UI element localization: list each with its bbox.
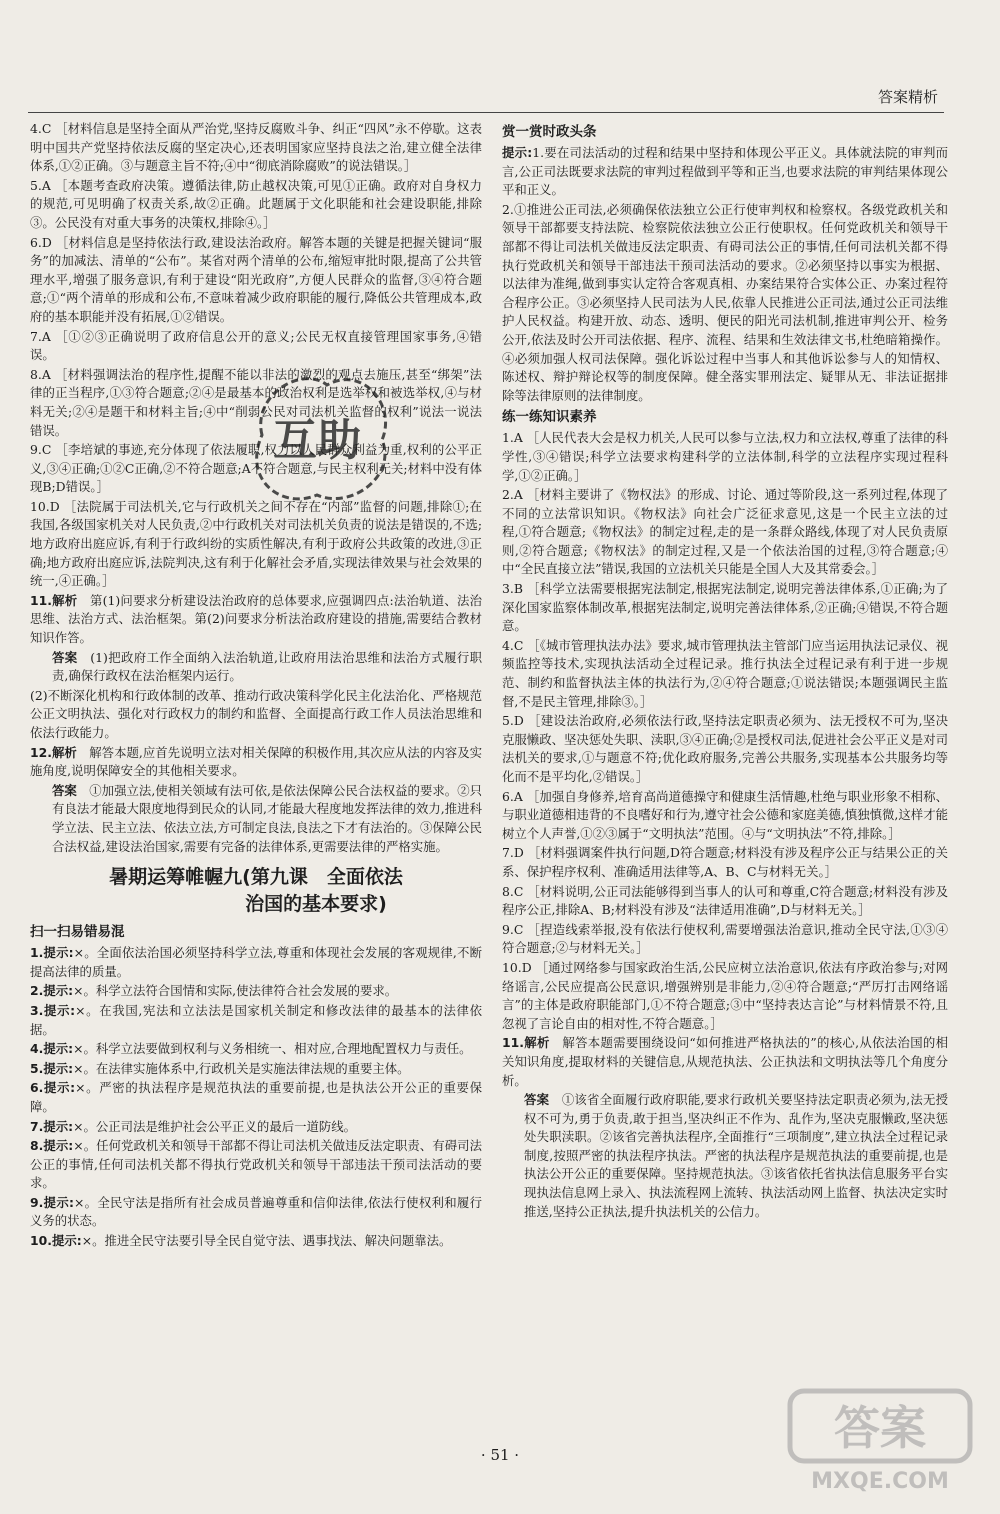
scan-item-text: ×。科学立法符合国情和实际,使法律符合社会发展的要求。 <box>73 983 398 999</box>
answer-item-7: 7.A ［①②③正确说明了政府信息公开的意义;公民无权直接管理国家事务,④错误。 <box>30 328 482 363</box>
watermark-logo <box>780 1386 980 1496</box>
scan-item-label: 6.提示: <box>30 1080 76 1096</box>
scan-item <box>30 1060 482 1079</box>
scan-item-label: 7.提示: <box>30 1118 74 1134</box>
scan-item-label: 2.提示: <box>30 983 74 999</box>
answer-item-4: 4.C ［材料信息是坚持全面从严治党,坚持反腐败斗争、纠正“四风”永不停歇。这表明中国共产党坚持依法反腐的坚定决心,还表明国家应坚持良法之治,建立健全法律体系,①②正确。③与题意主旨不符;④中“彻底消除腐败”的说法错误。］ <box>30 121 482 174</box>
chapter-title <box>30 864 482 918</box>
scan-item <box>30 982 482 1001</box>
scan-item <box>30 1194 482 1231</box>
practice-q11-analysis: 11.解析 解答本题需要围绕设问“如何推进严格执法的”的核心,从依法治国的相关知识角度,提取材料的关键信息,从规范执法、公正执法和文明执法等几个角度分析。 <box>502 1035 948 1088</box>
scan-item-text: ×。在法律实施体系中,行政机关是实施法律法规的重要主体。 <box>73 1060 410 1076</box>
practice-item-4: 4.C ［《城市管理执法办法》要求,城市管理执法主管部门应当运用执法记录仪、视频监控等技术,实现执法活动全过程记录。推行执法全过程记录有利于进一步规范、制约和监督执法主体的执法行为,②④符合题意;①说法错误;本题强调民主监督,不是民主管理,排除③。］ <box>502 637 948 709</box>
practice-q11-label: 11.解析 <box>502 1035 550 1051</box>
q11-answer-2: (2)不断深化机构和行政体制的改革、推动行政决策科学化民主化法治化、严格规范公正文明执法、强化对行政权力的制约和监督、全面提高行政工作人员法治思维和依法行政能力。 <box>30 687 482 740</box>
practice-item-5: 5.D ［建设法治政府,必须依法行政,坚持法定职责必须为、法无授权不可为,坚决克服懒政、坚决惩处失职、渎职,③④正确;②是授权司法,促进社会公平正义是对司法机关的要求,①与题意不符;优化政府服务,完善公共服务,实现基本公共服务均等化而不是平均化,②错误。］ <box>502 713 948 784</box>
scan-item-label: 9.提示: <box>30 1194 74 1210</box>
practice-item-10: 10.D ［通过网络参与国家政治生活,公民应树立法治意识,依法有序政治参与;对网络谣言,公民应提高公民意识,增强辨别是非能力,②④符合题意;“严厉打击网络谣言”的主体是政府职能部门,①不符合题意;③中“坚持表达言论”与材料情景不符,且忽视了言论自由的相对性,不符合题意。］ <box>502 959 948 1031</box>
section-scan-list <box>30 944 482 1251</box>
scan-item <box>30 944 482 981</box>
stamp-text: 互助 <box>273 415 361 466</box>
scan-item-text: ×。全面依法治国必须坚持科学立法,尊重和体现社会发展的客观规律,不断提高法律的质量。 <box>30 945 482 979</box>
scan-item <box>30 1118 482 1137</box>
practice-item-6: 6.A ［加强自身修养,培育高尚道德操守和健康生活情趣,杜绝与职业形象不相称、与职业道德相违背的不良嗜好和行为,遵守社会公德和家庭美德,慎独慎微,这样才能树立个人声誉,①②③属于“文明执法”范围。④与“文明执法”不符,排除。］ <box>502 788 948 841</box>
watermark-text: MXQE.COM <box>811 1469 949 1494</box>
q12-analysis: 12.解析 解答本题,应首先说明立法对相关保障的积极作用,其次应从法的内容及实施角度,说明保障安全的其他相关要求。 <box>30 744 482 779</box>
scan-item-text: ×。任何党政机关和领导干部都不得让司法机关做违反法定职责、有碍司法公正的事情,任何司法机关都不得执行党政机关和领导干部违法干预司法活动的要求。 <box>30 1138 482 1191</box>
scan-item-label: 10.提示: <box>30 1233 82 1249</box>
page-number: · 51 · <box>480 1446 520 1464</box>
scan-item-text: ×。科学立法要做到权利与义务相统一、相对应,合理地配置权力与责任。 <box>73 1041 472 1057</box>
q11-answer-1: 答案 (1)把政府工作全面纳入法治轨道,让政府用法治思维和法治方式履行职责,确保行政权在法治框架内运行。 <box>52 649 483 684</box>
practice-item-3: 3.B ［科学立法需要根据宪法制定,根据宪法制定,说明完善法律体系,①正确;为了深化国家监察体制改革,根据宪法制定,说明完善法律体系,②正确;④错误,不符合题意。 <box>502 581 948 634</box>
scan-item <box>30 1002 482 1039</box>
section-news-heading: 赏一赏时政头条 <box>502 124 597 140</box>
news-tip-label: 提示: <box>502 145 533 160</box>
q12-label: 12.解析 <box>30 744 77 760</box>
scan-item <box>30 1232 482 1251</box>
scan-item-text: ×。在我国,宪法和立法法是国家机关制定和修改法律的最基本的法律依据。 <box>30 1002 482 1037</box>
section-scan-heading: 扫一扫易错易混 <box>30 924 125 941</box>
chapter-title-line2: 治国的基本要求) <box>245 893 387 916</box>
answer-item-6: 6.D ［材料信息是坚持依法行政,建设法治政府。解答本题的关键是把握关键词“服务”的加减法、清单的“公布”。某省对两个清单的公布,缩短审批时限,提高了公共管理水平,增强了服务意识,有利于建设“阳光政府”,方便人民群众的监督,③④符合题意;①“两个清单的形成和公布,不意味着减少政府职能的履行,降低公共管理成本,政府的基本职能并没有拓展,①②错误。 <box>30 234 482 324</box>
stamp-seal <box>232 355 402 515</box>
section-practice-heading: 练一练知识素养 <box>502 409 597 426</box>
scan-item-label: 5.提示: <box>30 1060 74 1076</box>
right-column <box>502 120 948 1222</box>
q12-answer: 答案 ①加强立法,使相关领域有法可依,是依法保障公民合法权益的要求。②只有良法才能最大限度地得到民众的认同,才能最大程度地发挥法律的效力,推进科学立法、民主立法、依法立法,方可制定良法,良法之下才有法治的。③保障公民合法权益,建设法治国家,需要有完备的法律体系,更需要法律的严格实施。 <box>52 782 483 854</box>
scan-item-text: ×。严密的执法程序是规范执法的重要前提,也是执法公开公正的重要保障。 <box>30 1080 482 1114</box>
practice-item-2: 2.A ［材料主要讲了《物权法》的形成、讨论、通过等阶段,这一系列过程,体现了不同的立法常识知识。《物权法》向社会广泛征求意见,这是一个民主立法的过程,①符合题意;《物权法》的制定过程,走的是一条群众路线,体现了对人民负责原则,②符合题意;《物权法》的制定过程,又是一个依法治国的过程,③符合题意;④中“全民直接立法”错误,我国的立法机关只能是全国人大及其常委会。］ <box>502 487 948 577</box>
practice-q11-answer: 答案 ①该省全面履行政府职能,要求行政机关要坚持法定职责必须为,法无授权不可为,勇于负责,敢于担当,坚决纠正不作为、乱作为,坚决克服懒政,坚决惩处失职渎职。②该省完善执法程序,全面推行“三项制度”,建立执法全过程记录制度,按照严密的执法程序执法。严密的执法程序是规范执法的重要前提,也是执法公开公正的重要保障。坚持规范执法。③该省依托省执法信息服务平台实现执法信息网上录入、执法流程网上流转、执法活动网上监督、执法决定实时推送,坚持公正执法,提升执法机关的公信力。 <box>524 1092 949 1219</box>
scan-item-text: ×。公正司法是维护社会公平正义的最后一道防线。 <box>73 1118 357 1134</box>
practice-item-7: 7.D ［材料强调案件执行问题,D符合题意;材料没有涉及程序公正与结果公正的关系、保护程序权利、准确适用法律等,A、B、C与材料无关。］ <box>502 845 948 879</box>
q11-answer-label: 答案 <box>52 649 78 665</box>
practice-q11-answer-label: 答案 <box>524 1092 550 1108</box>
scan-item-label: 3.提示: <box>30 1002 76 1018</box>
header-rule <box>28 112 944 113</box>
practice-item-9: 9.C ［捏造线索举报,没有依法行使权利,需要增强法治意识,推动全民守法,①③④符合题意;②与材料无关。］ <box>502 921 948 956</box>
practice-item-1: 1.A ［人民代表大会是权力机关,人民可以参与立法,权力和立法权,尊重了法律的科学性,③④错误;科学立法要求构建科学的立法体制,科学的立法程序实现过程科学,①②正确。］ <box>502 430 948 483</box>
left-column <box>30 120 482 1252</box>
chapter-title-line1: 暑期运筹帷幄九(第九课 全面依法 <box>109 866 403 889</box>
answer-item-8: 8.A ［材料强调法治的程序性,提醒不能以非法的激烈的观点去施压,甚至“绑架”法律的正当程序,①③符合题意;②④是最基本的政治权利是选举权和被选举权,④与材料无关;②④是题干和材料主旨;④中“削弱公民对司法机关监督的权利”说法一说法错误。 <box>30 366 482 438</box>
scan-item-label: 8.提示: <box>30 1138 74 1154</box>
scan-item <box>30 1079 482 1116</box>
scan-item-text: ×。全民守法是指所有社会成员普遍尊重和信仰法律,依法行使权利和履行义务的状态。 <box>30 1194 482 1229</box>
answer-item-5: 5.A ［本题考查政府决策。遵循法律,防止越权决策,可见①正确。政府对自身权力的规范,可见明确了权责关系,故②正确。此题属于文化职能和社会建设职能,排除③。公民没有对重大事务的决策权,排除④。］ <box>30 177 482 230</box>
answer-item-9: 9.C ［李培斌的事迹,充分体现了依法履职,权力以人民群众利益为重,权利的公平正义,③④正确;①②C正确,②不符合题意;A不符合题意,与民主权利无关;材料中没有体现B;D错误。］ <box>30 442 482 495</box>
q12-answer-label: 答案 <box>52 782 77 798</box>
svg-text:答案: 答案 <box>834 1401 926 1455</box>
header-label: 答案精析 <box>877 88 938 106</box>
scan-item <box>30 1137 482 1193</box>
practice-item-8: 8.C ［材料说明,公正司法能够得到当事人的认可和尊重,C符合题意;材料没有涉及程序公正,排除A、B;材料没有涉及“法律适用准确”,D与材料无关。］ <box>502 883 948 918</box>
scan-item-label: 4.提示: <box>30 1041 74 1057</box>
answer-item-10: 10.D ［法院属于司法机关,它与行政机关之间不存在“内部”监督的问题,排除①;在我国,各级国家机关对人民负责,②中行政机关对司法机关负责的说法是错误的,不选;地方政府出庭应诉,有利于行政纠纷的实质性解决,有利于政府公共政策的改进,③正确;地方政府出庭应诉,法院判决,这有利于化解社会矛盾,实现法律效果与社会效果的统一,④正确。］ <box>30 498 482 589</box>
news-tip-1: 提示:1.要在司法活动的过程和结果中坚持和体现公平正义。具体就法院的审判而言,公正司法既要求法院的审判过程做到平等和正当,也要求法院的审判结果体现公平和正义。 <box>502 145 948 198</box>
scan-item-text: ×。推进全民守法要引导全民自觉守法、遇事找法、解决问题靠法。 <box>81 1233 452 1249</box>
news-tip-2: 2.①推进公正司法,必须确保依法独立公正行使审判权和检察权。各级党政机关和领导干部都要支持法院、检察院依法独立公正行使职权。任何党政机关和领导干部都不得让司法机关做违反法定职责、有碍司法公正的事情,任何司法机关都不得执行党政机关和领导干部违法干预司法活动的要求。②必须坚持以事实为根据、以法律为准绳,做到事实认定符合客观真相、办案结果符合实体公正、办案过程符合程序公正。③必须坚持人民司法为人民,依靠人民推进公正司法,通过公正司法维护人民权益。构建开放、动态、透明、便民的阳光司法机制,推进审判公开、检务公开,依法及时公开司法依据、程序、流程、结果和生效法律文书,杜绝暗箱操作。④必须加强人权司法保障。强化诉讼过程中当事人和其他诉讼参与人的知情权、陈述权、辩护辩论权等的制度保障。健全落实罪刑法定、疑罪从无、非法证据排除等法律原则的法律制度。 <box>502 201 948 403</box>
scan-item-label: 1.提示: <box>30 945 74 961</box>
q11-label: 11.解析 <box>30 592 78 608</box>
q11-analysis: 11.解析 第(1)问要求分析建设法治政府的总体要求,应强调四点:法治轨道、法治思维、法治方式、法治框架。第(2)问要求分析法治政府建设的措施,需要结合教材知识作答。 <box>30 592 482 646</box>
scan-item <box>30 1040 482 1059</box>
